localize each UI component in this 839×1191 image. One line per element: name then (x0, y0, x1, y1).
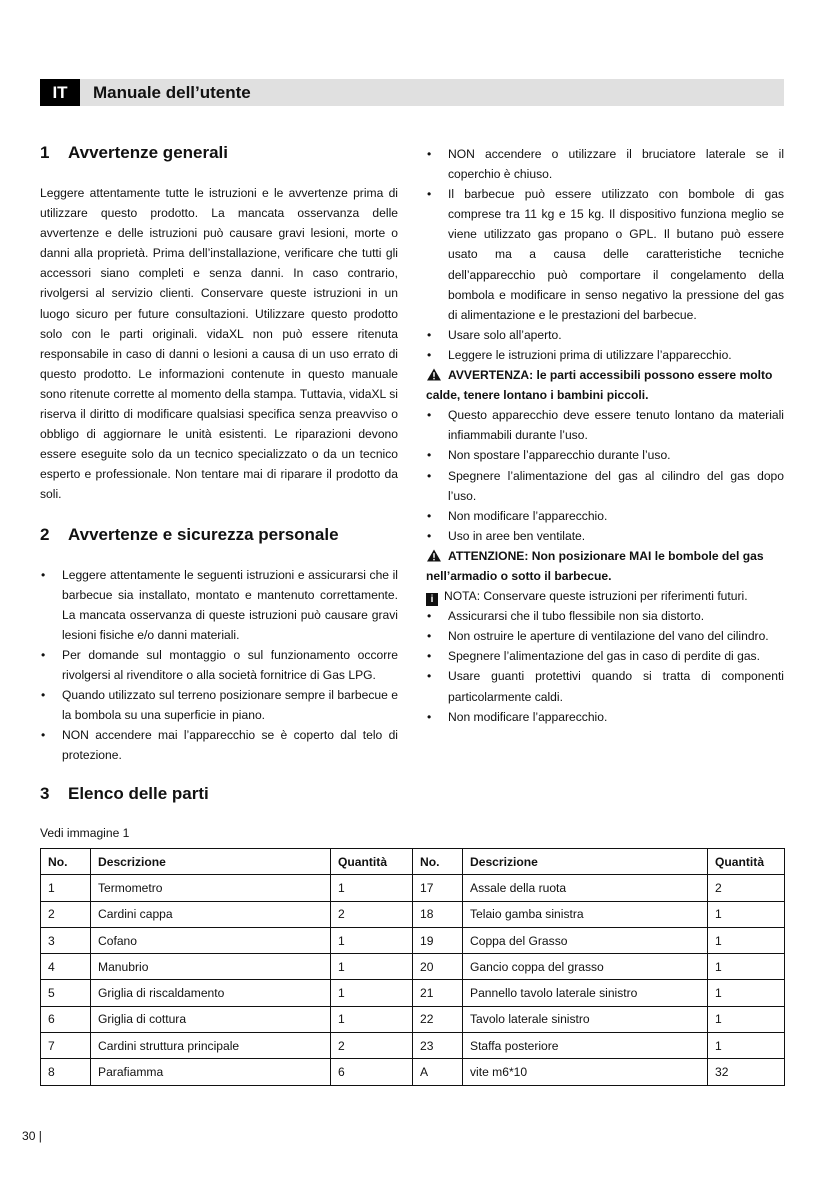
section1-title: Avvertenze generali (68, 143, 228, 162)
header-bar (40, 79, 784, 106)
left-column (40, 140, 398, 765)
table-cell: 1 (41, 875, 91, 901)
table-cell: 32 (708, 1059, 785, 1085)
table-cell: 22 (413, 1006, 463, 1032)
table-cell: 1 (331, 927, 413, 953)
table-cell: 1 (708, 901, 785, 927)
table-header-row (41, 849, 785, 875)
table-cell: Assale della ruota (463, 875, 708, 901)
table-row (41, 954, 785, 980)
table-cell: Staffa posteriore (463, 1033, 708, 1059)
list-item: • Spegnere l’alimentazione del gas al cilindro del gas dopo l’uso. (426, 466, 784, 506)
table-cell: 4 (41, 954, 91, 980)
col-header-no: No. (41, 849, 91, 875)
section2-title: Avvertenze e sicurezza personale (68, 524, 339, 544)
warning-gas-bottles-text: ATTENZIONE: Non posizionare MAI le bombole del gas nell’armadio o sotto il barbecue. (426, 548, 764, 583)
table-cell: 23 (413, 1033, 463, 1059)
table-cell: 1 (708, 1033, 785, 1059)
section1-heading (40, 140, 398, 166)
section3-title: Elenco delle parti (68, 784, 209, 803)
table-cell: Gancio coppa del grasso (463, 954, 708, 980)
language-badge: IT (40, 79, 80, 106)
table-cell: 1 (708, 927, 785, 953)
section1-number: 1 (40, 143, 50, 162)
table-cell: 21 (413, 980, 463, 1006)
list-item: • Spegnere l’alimentazione del gas in caso di perdite di gas. (426, 646, 784, 666)
table-cell: 1 (708, 1006, 785, 1032)
list-item: • Quando utilizzato sul terreno posizionare sempre il barbecue e la bombola su una superficie in piano. (40, 685, 398, 725)
list-item: • Leggere le istruzioni prima di utilizzare l’apparecchio. (426, 345, 784, 365)
table-cell: vite m6*10 (463, 1059, 708, 1085)
table-row (41, 980, 785, 1006)
info-icon: i (426, 593, 438, 606)
col-header-quantity: Quantità (331, 849, 413, 875)
parts-table (40, 848, 785, 1086)
page-number: 30 | (22, 1129, 42, 1143)
list-item: • NON accendere mai l’apparecchio se è coperto dal telo di protezione. (40, 725, 398, 765)
table-cell: 6 (41, 1006, 91, 1032)
table-row (41, 1006, 785, 1032)
section2-number: 2 (40, 524, 50, 544)
right-column (426, 144, 784, 727)
note-keep-instructions (426, 586, 784, 606)
table-cell: 6 (331, 1059, 413, 1085)
table-cell: Griglia di cottura (91, 1006, 331, 1032)
table-row (41, 927, 785, 953)
table-cell: 2 (331, 901, 413, 927)
section1-body: Leggere attentamente tutte le istruzioni e le avvertenze prima di utilizzare questo prodotto. La mancata osservanza delle avvertenze e delle istruzioni può causare gravi lesioni, morte o danni alla proprietà. Prima dell’installazione, verificare che tutti gli accessori siano completi e senza danni. In caso contrario, rivolgersi al servizio clienti. Conservare queste istruzioni in un luogo sicuro per future consultazioni. Utilizzare questo prodotto solo con le parti originali. vidaXL non può essere ritenuta responsabile in caso di danni o lesioni a causa di un uso errato di questo prodotto. Le informazioni contenute in questo manuale sono ritenute corrette al momento della stampa. Tuttavia, vidaXL si riserva il diritto di modificare qualsiasi specifica senza preavviso o obbligo di aggiornare le unità esistenti. Le riparazioni devono essere eseguite solo da un tecnico specializzato o da un tecnico esperto e professionale. Non tentare mai di riparare il prodotto da soli. (40, 186, 398, 502)
section3-number: 3 (40, 784, 50, 803)
list-item: • Uso in aree ben ventilate. (426, 526, 784, 546)
section2-heading (40, 522, 398, 548)
table-row (41, 1059, 785, 1085)
table-cell: Manubrio (91, 954, 331, 980)
list-item: • Non ostruire le aperture di ventilazione del vano del cilindro. (426, 626, 784, 646)
warning-hot-parts-text: AVVERTENZA: le parti accessibili possono essere molto calde, tenere lontano i bambini piccoli. (426, 368, 773, 403)
section2-bullet-list (40, 565, 398, 766)
table-cell: 2 (708, 875, 785, 901)
col-header-quantity: Quantità (708, 849, 785, 875)
table-cell: Coppa del Grasso (463, 927, 708, 953)
table-row (41, 1033, 785, 1059)
table-cell: 1 (331, 1006, 413, 1032)
table-cell: 17 (413, 875, 463, 901)
table-cell: 1 (331, 875, 413, 901)
table-cell: 8 (41, 1059, 91, 1085)
table-cell: 5 (41, 980, 91, 1006)
warning-triangle-icon (426, 549, 442, 562)
list-item: • Usare guanti protettivi quando si tratta di componenti particolarmente caldi. (426, 666, 784, 706)
list-item: • Usare solo all’aperto. (426, 325, 784, 345)
table-row (41, 875, 785, 901)
table-cell: Cardini cappa (91, 901, 331, 927)
list-item: • Leggere attentamente le seguenti istruzioni e assicurarsi che il barbecue sia installato, montato e mantenuto correttamente. La mancata osservanza di queste istruzioni può causare gravi lesioni fisiche e/o danni materiali. (40, 565, 398, 645)
warning-hot-parts (426, 365, 784, 405)
table-cell: Griglia di riscaldamento (91, 980, 331, 1006)
col-header-description: Descrizione (91, 849, 331, 875)
table-cell: 7 (41, 1033, 91, 1059)
table-cell: 1 (331, 954, 413, 980)
table-cell: 2 (41, 901, 91, 927)
list-item: • Il barbecue può essere utilizzato con bombole di gas comprese tra 11 kg e 15 kg. Il dispositivo funziona meglio se viene utilizzato gas propano o GPL. Il butano può essere usato ma a causa delle caratteristiche tecniche dell’apparecchio può comportare il congelamento della bombola e modificare in senso negativo la pressione del gas di alimentazione e le prestazioni del barbecue. (426, 184, 784, 325)
table-cell: 19 (413, 927, 463, 953)
list-item: • Questo apparecchio deve essere tenuto lontano da materiali infiammabili durante l’uso. (426, 405, 784, 445)
table-cell: 20 (413, 954, 463, 980)
right-bullet-list-c (426, 606, 784, 727)
table-cell: Pannello tavolo laterale sinistro (463, 980, 708, 1006)
list-item: • Non spostare l’apparecchio durante l’uso. (426, 445, 784, 465)
table-cell: Tavolo laterale sinistro (463, 1006, 708, 1032)
document-title: Manuale dell’utente (93, 82, 251, 102)
parts-table-body (41, 875, 785, 1085)
col-header-description: Descrizione (463, 849, 708, 875)
list-item: • Assicurarsi che il tubo flessibile non sia distorto. (426, 606, 784, 626)
table-cell: A (413, 1059, 463, 1085)
list-item: • Non modificare l’apparecchio. (426, 506, 784, 526)
table-cell: 2 (331, 1033, 413, 1059)
table-cell: Cardini struttura principale (91, 1033, 331, 1059)
table-cell: 1 (331, 980, 413, 1006)
table-cell: 18 (413, 901, 463, 927)
right-bullet-list-b (426, 405, 784, 546)
right-bullet-list-a (426, 144, 784, 365)
table-cell: Cofano (91, 927, 331, 953)
table-cell: Parafiamma (91, 1059, 331, 1085)
table-row (41, 901, 785, 927)
col-header-no: No. (413, 849, 463, 875)
table-cell: 3 (41, 927, 91, 953)
warning-gas-bottles (426, 546, 784, 586)
table-cell: Termometro (91, 875, 331, 901)
see-image-label: Vedi immagine 1 (40, 826, 130, 840)
list-item: • NON accendere o utilizzare il bruciatore laterale se il coperchio è chiuso. (426, 144, 784, 184)
list-item: • Per domande sul montaggio o sul funzionamento occorre rivolgersi al rivenditore o alla società fornitrice di Gas LPG. (40, 645, 398, 685)
table-cell: 1 (708, 980, 785, 1006)
table-cell: Telaio gamba sinistra (463, 901, 708, 927)
section3-heading (40, 781, 784, 807)
warning-triangle-icon (426, 368, 442, 381)
note-text: NOTA: Conservare queste istruzioni per riferimenti futuri. (444, 589, 748, 604)
list-item: • Non modificare l’apparecchio. (426, 707, 784, 727)
table-cell: 1 (708, 954, 785, 980)
